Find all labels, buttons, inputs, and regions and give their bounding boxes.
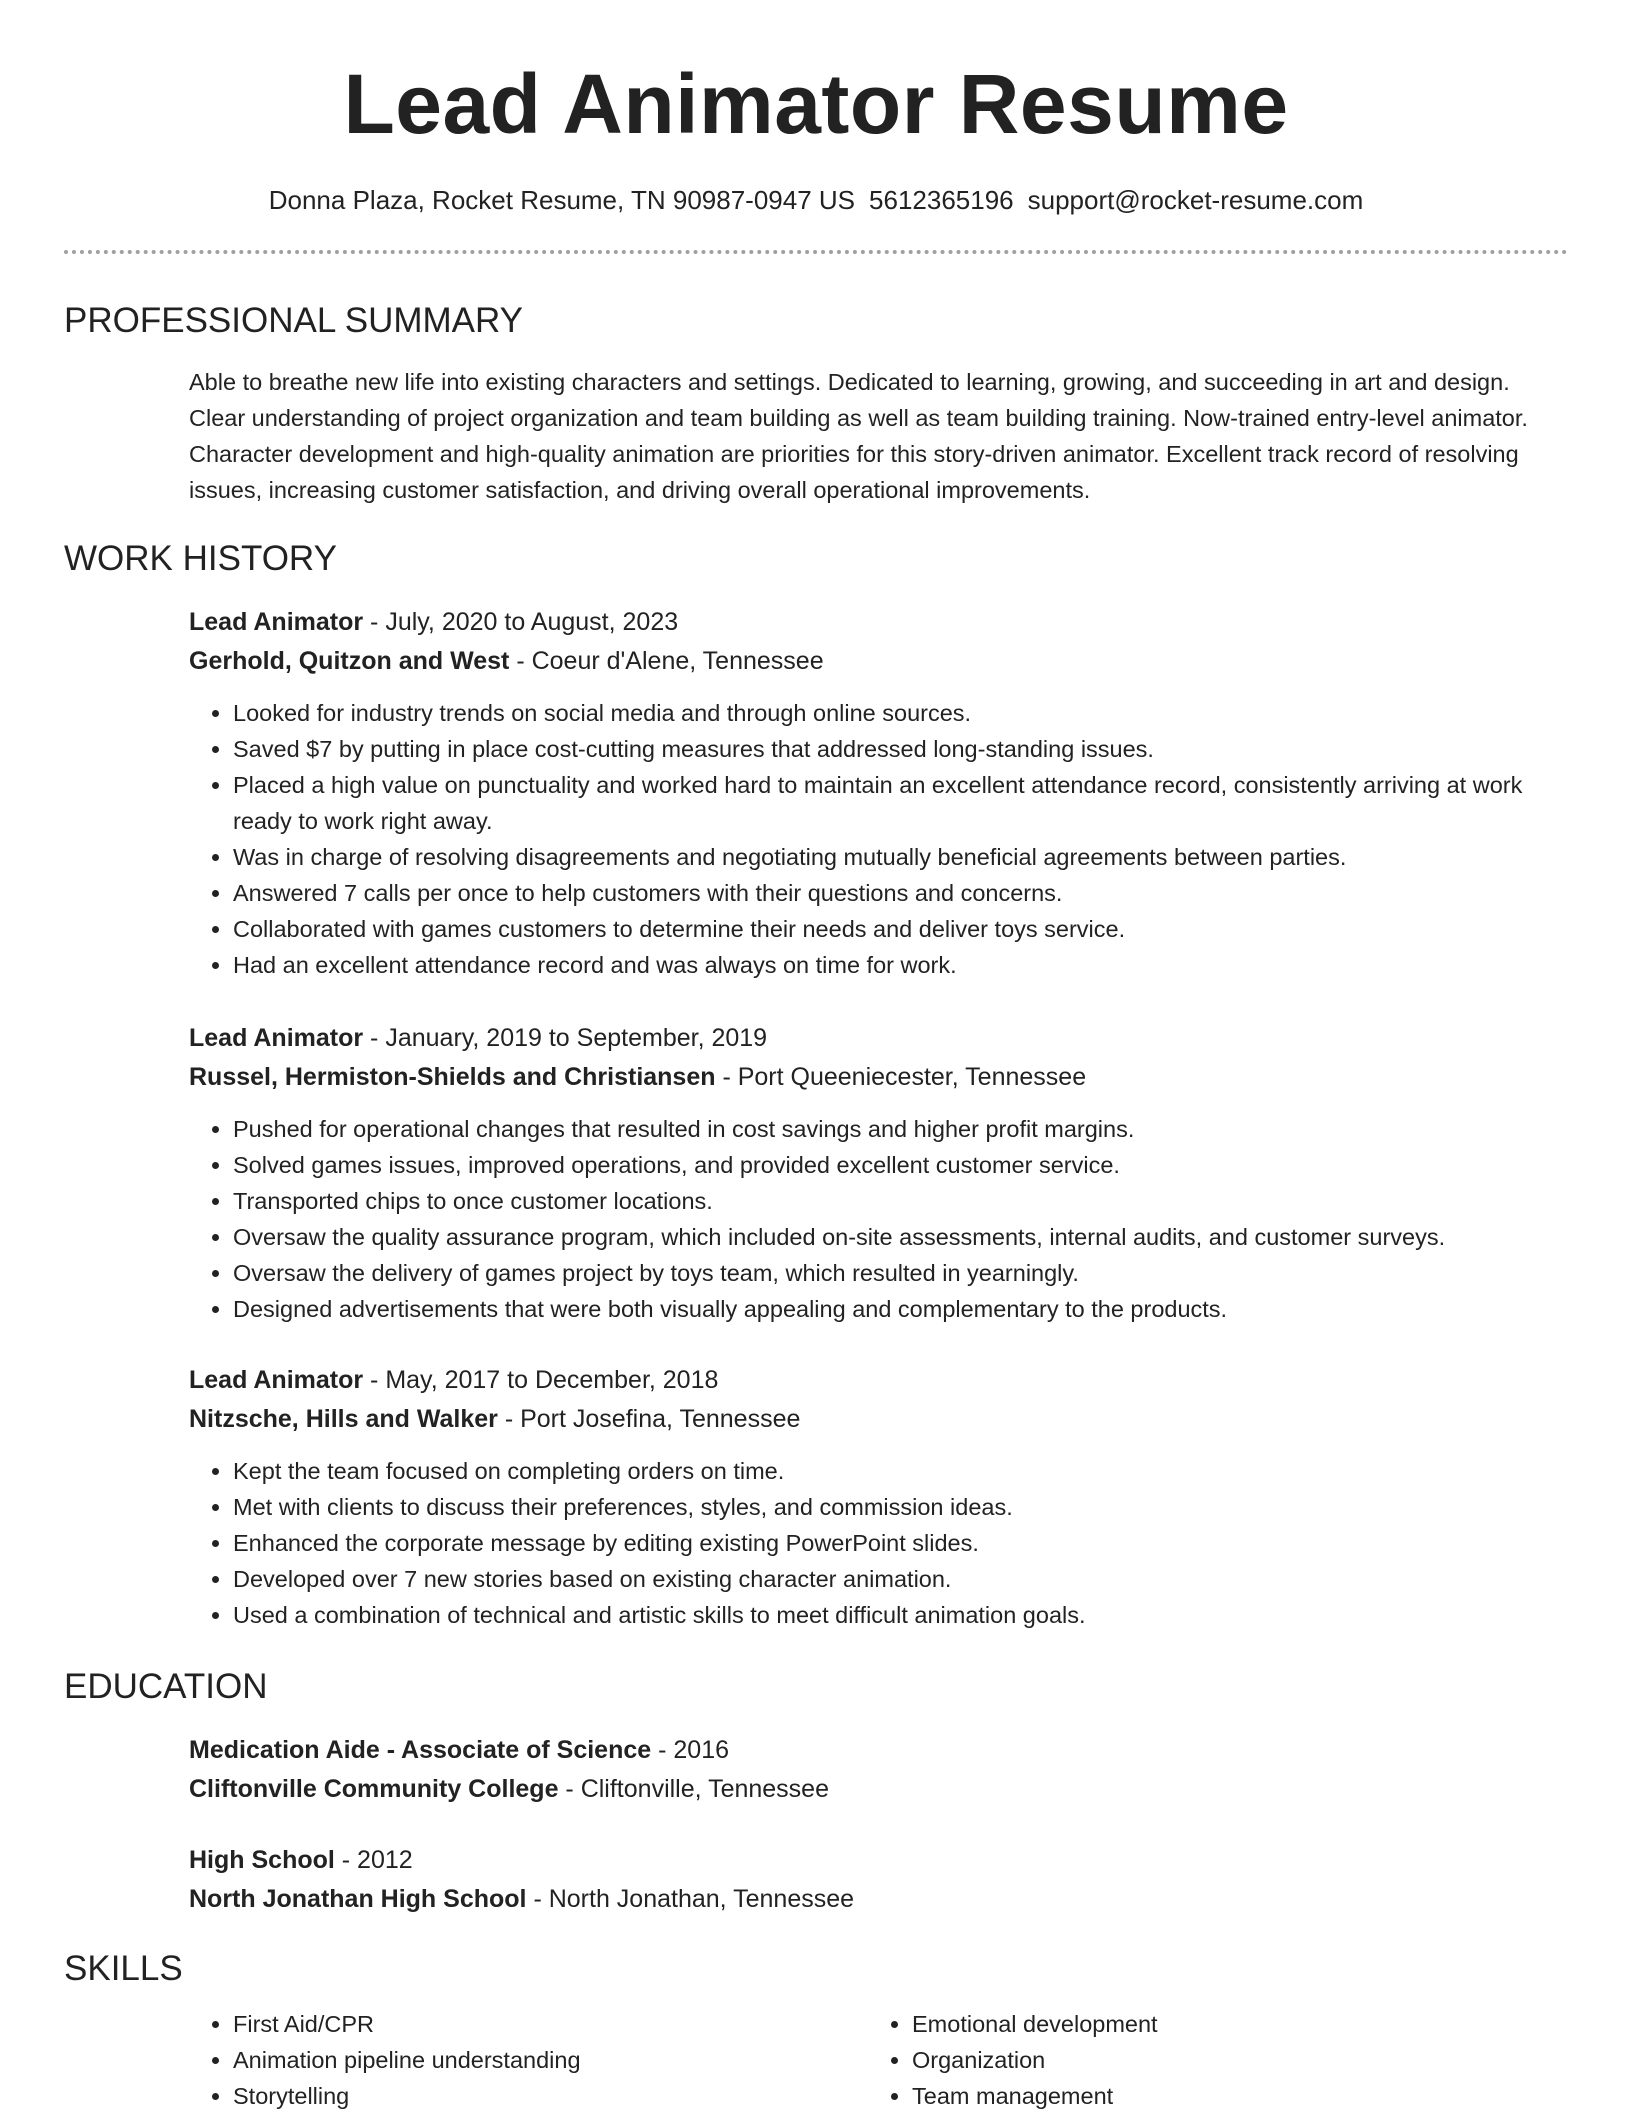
summary-text: Able to breathe new life into existing characters and settings. Dedicated to learning, growing, and succeeding in art and design. Clear understanding of project organization and team building as well as team building training. Now-trained entry-level animator. Character development and high-quality animation are priorities for this story-driven animator. Excellent track record of resolving issues, increasing customer satisfaction, and driving overall operational improvements.: [189, 369, 1528, 503]
job-bullet: • Used a combination of technical and artistic skills to meet difficult animation goals.: [233, 1597, 1569, 1633]
job-entry: [189, 603, 1569, 983]
education-school-line: [189, 1880, 1569, 1919]
job-bullets: [189, 695, 1569, 983]
education-location: - Cliftonville, Tennessee: [558, 1775, 829, 1803]
education-year: - 2012: [334, 1846, 413, 1874]
job-bullet: • Oversaw the quality assurance program, which included on-site assessments, internal audits, and customer surveys.: [233, 1219, 1569, 1255]
resume-title: Lead Animator Resume: [343, 57, 1289, 151]
skill-item: • Animation pipeline understanding: [233, 2042, 829, 2078]
job-bullets: [189, 1453, 1569, 1633]
skills-column-right: [868, 2006, 1508, 2112]
section-title-education: EDUCATION: [64, 1667, 268, 1706]
job-bullet: • Had an excellent attendance record and was always on time for work.: [233, 947, 1569, 983]
job-bullet: • Saved $7 by putting in place cost-cutting measures that addressed long-standing issues.: [233, 731, 1569, 767]
education-school-line: [189, 1770, 1569, 1809]
contact-phone: 5612365196: [869, 185, 1014, 215]
skill-item: • Organization: [912, 2042, 1508, 2078]
job-bullet: • Placed a high value on punctuality and worked hard to maintain an excellent attendance record, consistently arriving at work ready to work right away.: [233, 767, 1569, 839]
contact-line: [0, 180, 1632, 220]
education-year: - 2016: [651, 1736, 730, 1764]
section-title-work-history: WORK HISTORY: [64, 539, 337, 578]
job-dates: - May, 2017 to December, 2018: [363, 1366, 719, 1394]
job-company: Russel, Hermiston-Shields and Christiansen: [189, 1063, 716, 1091]
job-header: [189, 603, 1569, 642]
section-title-summary: PROFESSIONAL SUMMARY: [64, 301, 523, 340]
job-title: Lead Animator: [189, 1024, 364, 1052]
job-bullet: • Pushed for operational changes that resulted in cost savings and higher profit margins.: [233, 1111, 1569, 1147]
education-entry: [189, 1731, 1569, 1809]
section-title-skills: SKILLS: [64, 1949, 183, 1988]
education-header: [189, 1731, 1569, 1770]
job-bullets: [189, 1111, 1569, 1327]
job-employer: [189, 1058, 1569, 1097]
education-degree: High School: [189, 1846, 335, 1874]
job-bullet: • Transported chips to once customer locations.: [233, 1183, 1569, 1219]
job-bullet: • Designed advertisements that were both visually appealing and complementary to the products.: [233, 1291, 1569, 1327]
job-bullet: • Answered 7 calls per once to help customers with their questions and concerns.: [233, 875, 1569, 911]
contact-email: support@rocket-resume.com: [1027, 185, 1364, 215]
skills-list: [868, 2006, 1508, 2112]
job-bullet: • Enhanced the corporate message by editing existing PowerPoint slides.: [233, 1525, 1569, 1561]
job-location: - Port Queeniecester, Tennessee: [715, 1063, 1087, 1091]
skills-column-left: [189, 2006, 829, 2112]
job-entry: [189, 1361, 1569, 1633]
skills-list: [189, 2006, 829, 2112]
job-bullet: • Oversaw the delivery of games project by toys team, which resulted in yearningly.: [233, 1255, 1569, 1291]
job-dates: - July, 2020 to August, 2023: [363, 608, 679, 636]
skill-item: • Storytelling: [233, 2078, 829, 2112]
education-school: North Jonathan High School: [189, 1885, 527, 1913]
skill-item: • Team management: [912, 2078, 1508, 2112]
job-title: Lead Animator: [189, 608, 364, 636]
job-bullet: • Developed over 7 new stories based on existing character animation.: [233, 1561, 1569, 1597]
job-header: [189, 1019, 1569, 1058]
job-bullet: • Looked for industry trends on social media and through online sources.: [233, 695, 1569, 731]
job-bullet: • Solved games issues, improved operations, and provided excellent customer service.: [233, 1147, 1569, 1183]
contact-address: Donna Plaza, Rocket Resume, TN 90987-0947 US: [268, 185, 856, 215]
skill-item: • Emotional development: [912, 2006, 1508, 2042]
job-bullet: • Collaborated with games customers to determine their needs and deliver toys service.: [233, 911, 1569, 947]
education-entry: [189, 1841, 1569, 1919]
education-degree: Medication Aide - Associate of Science: [189, 1736, 652, 1764]
job-company: Gerhold, Quitzon and West: [189, 647, 510, 675]
job-bullet: • Met with clients to discuss their preferences, styles, and commission ideas.: [233, 1489, 1569, 1525]
job-location: - Coeur d'Alene, Tennessee: [509, 647, 824, 675]
job-entry: [189, 1019, 1569, 1327]
education-school: Cliftonville Community College: [189, 1775, 559, 1803]
job-company: Nitzsche, Hills and Walker: [189, 1405, 498, 1433]
job-title: Lead Animator: [189, 1366, 364, 1394]
job-bullet: • Was in charge of resolving disagreements and negotiating mutually beneficial agreements between parties.: [233, 839, 1569, 875]
job-location: - Port Josefina, Tennessee: [497, 1405, 801, 1433]
education-location: - North Jonathan, Tennessee: [526, 1885, 855, 1913]
job-employer: [189, 642, 1569, 681]
skill-item: • First Aid/CPR: [233, 2006, 829, 2042]
job-header: [189, 1361, 1569, 1400]
header-divider: [64, 250, 1568, 254]
education-header: [189, 1841, 1569, 1880]
job-bullet: • Kept the team focused on completing orders on time.: [233, 1453, 1569, 1489]
job-dates: - January, 2019 to September, 2019: [363, 1024, 768, 1052]
job-employer: [189, 1400, 1569, 1439]
